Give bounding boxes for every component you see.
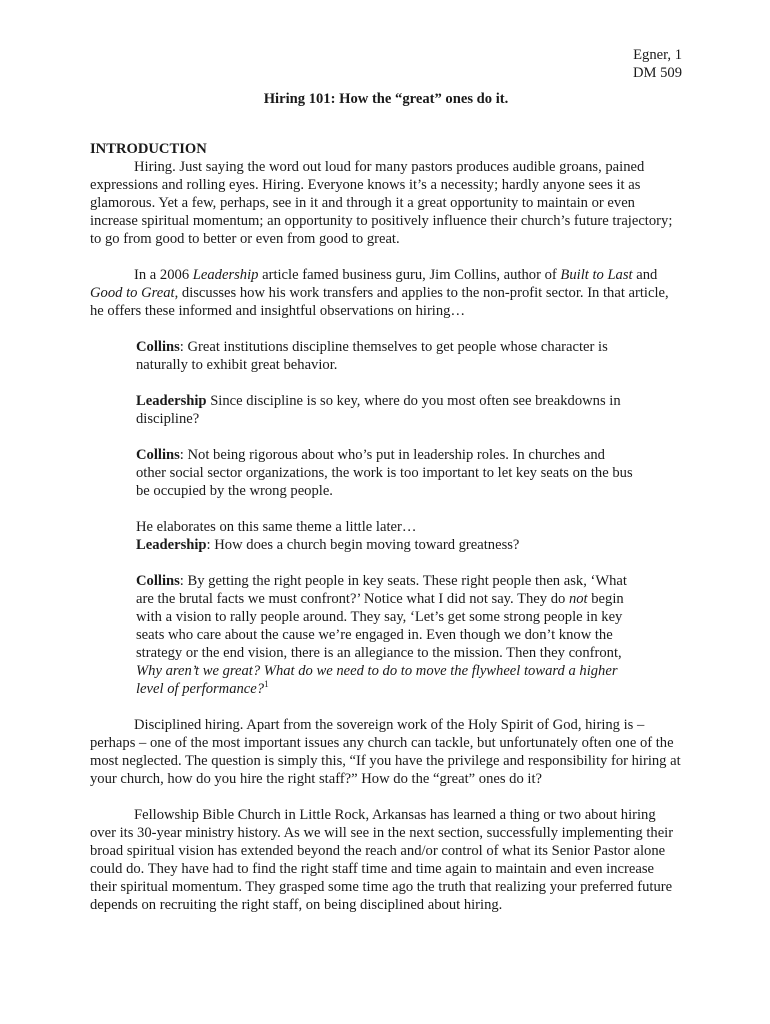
quote-text: : By getting the right people in key seats. These right people then ask, ‘What are the brutal facts we must confront?’ Notice what I did not say. They do [136,573,627,607]
elaboration-note: He elaborates on this same theme a little later… [136,519,417,535]
italic-emphasis-not: not [568,591,588,607]
section-heading-introduction: INTRODUCTION [90,141,207,157]
paragraph-intro-1: Hiring. Just saying the word out loud for many pastors produces audible groans, pained expressions and rolling eyes. Hiring. Everyone knows it’s a necessity; hardly anyone sees it as glamorous. Yet a few, perhaps, see in it and through it a great opportunity to maintain or even increase spiritual momentum; an opportunity to positively influence their church’s future trajectory; to go from good to better or even from good to great. [90,159,673,247]
document-page [90,46,682,914]
quote-collins-2 [136,446,636,500]
speaker-label: Collins [136,447,180,463]
quote-collins-1 [136,338,636,374]
text-run: , discusses how his work transfers and applies to the non-profit sector. In that article, he offers these informed and insightful observations on hiring… [90,285,669,319]
speaker-label: Collins [136,573,180,589]
speaker-label: Leadership [136,537,207,553]
italic-quote: Why aren’t we great? What do we need to do to move the flywheel toward a higher level of performance? [136,663,618,697]
paragraph-intro-2 [90,266,682,320]
footnote-marker: 1 [264,679,269,690]
italic-publication-leadership: Leadership [192,267,259,283]
quote-text: Since discipline is so key, where do you most often see breakdowns in discipline? [136,393,621,427]
quote-text: begin with a vision to rally people around. They say, ‘Let’s get some strong people in key seats who care about the cause we’re engaged in. Even though we don’t know the strategy or the end vision, there is an allegiance to the mission. Then they confront, [136,591,624,661]
quote-collins-3 [136,572,636,698]
speaker-label: Leadership [136,393,207,409]
author-page-number: Egner, 1 [633,47,682,63]
speaker-label: Collins [136,339,180,355]
text-run: and [632,267,658,283]
italic-book-built-to-last: Built to Last [560,267,633,283]
paragraph-disciplined-hiring: Disciplined hiring. Apart from the sovereign work of the Holy Spirit of God, hiring is – perhaps – one of the most important issues any church can tackle, but unfortunately often one of the most neglected. The question is simply this, “If you have the privilege and responsibility for hiring at your church, how do you hire the right staff?” How do the “great” ones do it? [90,717,681,787]
page-header [90,46,682,82]
quote-text: : How does a church begin moving toward greatness? [206,537,520,553]
quote-leadership-2 [136,536,636,554]
text-run: article famed business guru, Jim Collins, author of [258,267,561,283]
paragraph-fellowship-bible-church: Fellowship Bible Church in Little Rock, Arkansas has learned a thing or two about hiring over its 30-year ministry history. As we will see in the next section, successfully implementing their broad spiritual vision has extended beyond the reach and/or control of what its Senior Pastor alone could do. They have had to find the right staff time and time again to maintain and even increase their spiritual momentum. They grasped some time ago the truth that realizing your preferred future depends on recruiting the right staff, on being disciplined about hiring. [90,807,674,913]
course-code: DM 509 [632,65,682,81]
quote-text: : Great institutions discipline themselves to get people whose character is naturally to exhibit great behavior. [136,339,608,373]
quote-text: : Not being rigorous about who’s put in leadership roles. In churches and other social sector organizations, the work is too important to let key seats on the bus be occupied by the wrong people. [136,447,633,499]
quote-leadership-1 [136,392,636,428]
text-run: In a 2006 [134,267,193,283]
italic-book-good-to-great: Good to Great [90,285,175,301]
document-title: Hiring 101: How the “great” ones do it. [263,91,509,107]
